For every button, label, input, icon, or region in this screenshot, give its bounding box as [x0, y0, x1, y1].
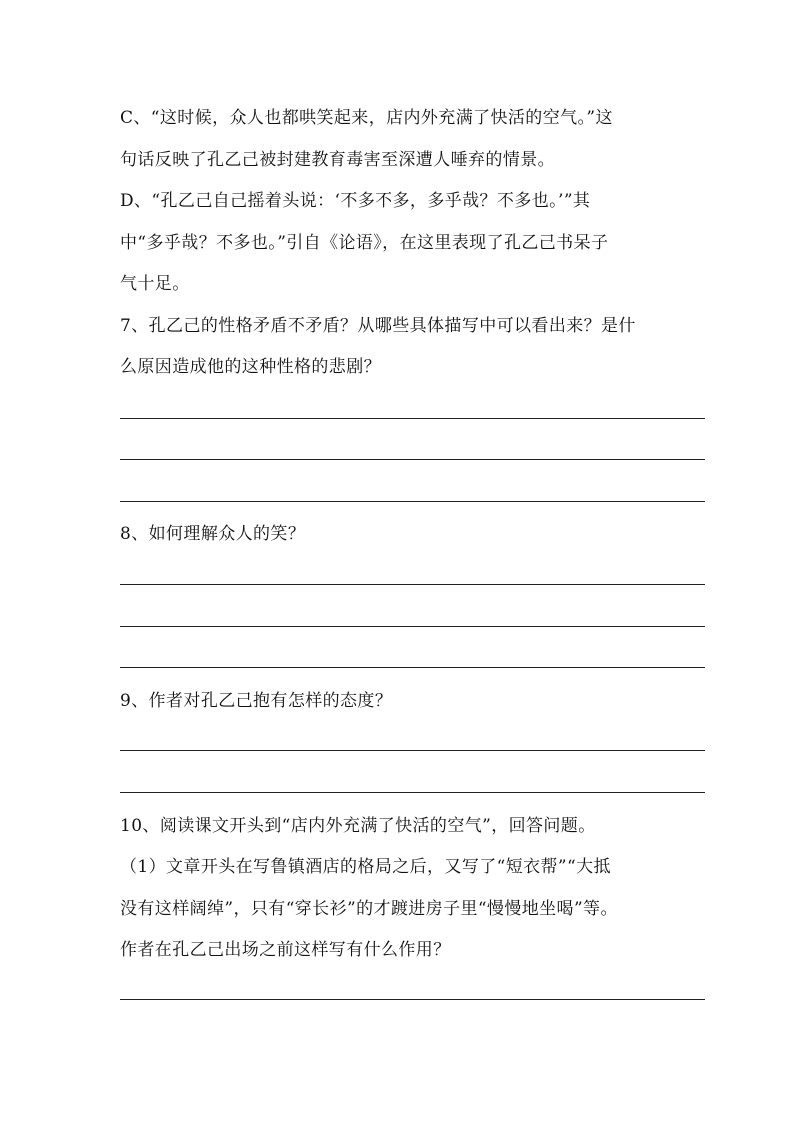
q7-answer-line-3[interactable] — [120, 501, 705, 502]
q10-1-answer-line-1[interactable] — [120, 999, 705, 1000]
question-9-line-1: 9、作者对孔乙己抱有怎样的态度？ — [120, 691, 393, 711]
question-10-1-line-1: （1）文章开头在写鲁镇酒店的格局之后，又写了“短衣帮”“大抵 — [120, 857, 611, 877]
question-10-1-line-2: 没有这样阔绰”，只有“穿长衫”的才踱进房子里“慢慢地坐喝”等。 — [120, 899, 618, 919]
q7-answer-line-2[interactable] — [120, 459, 705, 460]
question-10-1-line-3: 作者在孔乙己出场之前这样写有什么作用？ — [120, 940, 451, 960]
q7-answer-line-1[interactable] — [120, 418, 705, 419]
option-c-line-1: C、“这时候，众人也都哄笑起来，店内外充满了快活的空气。”这 — [120, 108, 613, 128]
option-d-line-3: 气十足。 — [120, 274, 190, 294]
option-c-line-2: 句话反映了孔乙己被封建教育毒害至深遭人唾弃的情景。 — [120, 150, 555, 170]
q9-answer-line-1[interactable] — [120, 750, 705, 751]
question-8-line-1: 8、如何理解众人的笑？ — [120, 524, 306, 544]
question-10-line-1: 10、阅读课文开头到“店内外充满了快活的空气”，回答问题。 — [120, 816, 596, 836]
q8-answer-line-3[interactable] — [120, 667, 705, 668]
option-d-line-2: 中“多乎哉？不多也。”引自《论语》，在这里表现了孔乙己书呆子 — [120, 233, 609, 253]
option-d-line-1: D、“孔乙己自己摇着头说：‘不多不多，多乎哉？不多也。’”其 — [120, 191, 591, 211]
question-7-line-2: 么原因造成他的这种性格的悲剧？ — [120, 357, 381, 377]
question-7-line-1: 7、孔乙己的性格矛盾不矛盾？从哪些具体描写中可以看出来？是什 — [120, 316, 636, 336]
q9-answer-line-2[interactable] — [120, 792, 705, 793]
q8-answer-line-2[interactable] — [120, 626, 705, 627]
q8-answer-line-1[interactable] — [120, 584, 705, 585]
